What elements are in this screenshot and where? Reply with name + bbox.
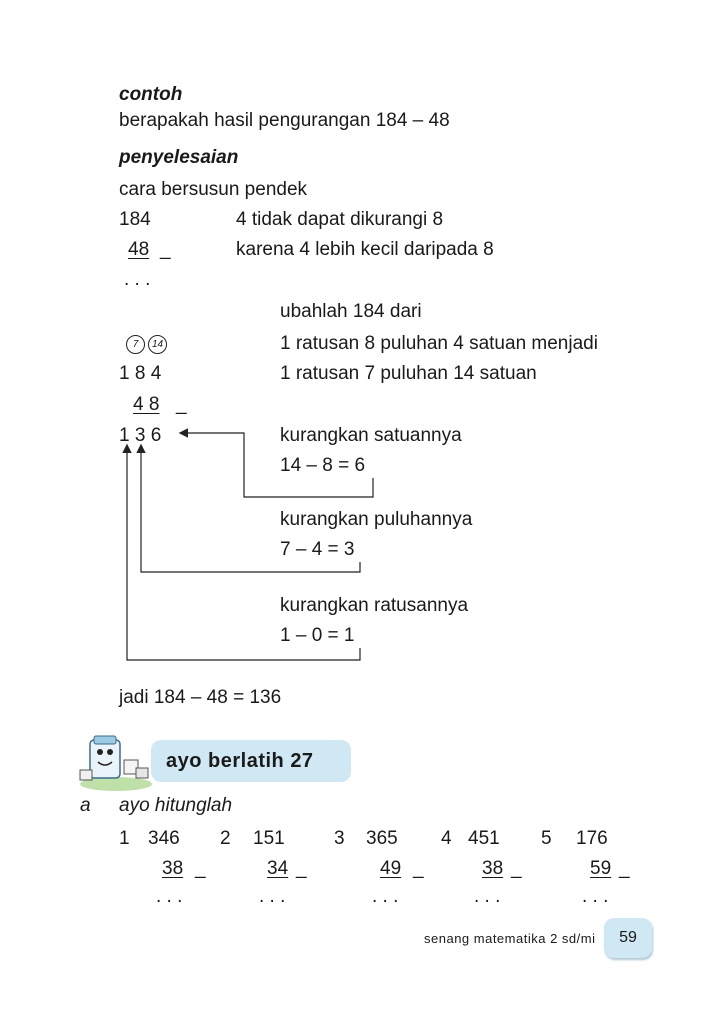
problem-3-bottom: 49 — [380, 858, 402, 879]
problem-4-number: 4 — [441, 828, 452, 849]
problem-4-sign: _ — [511, 858, 522, 879]
exercise-instruction: ayo hitunglah — [119, 795, 233, 816]
working-result: 1 3 6 — [119, 425, 162, 446]
exercise-title-badge — [151, 740, 351, 782]
problem-5-bottom: 59 — [590, 858, 612, 879]
problem-1-top: 346 — [148, 828, 180, 849]
problem-1-number: 1 — [119, 828, 130, 849]
page-number-tag — [604, 918, 652, 958]
line2-minus-sign: _ — [160, 239, 171, 260]
hundreds-title: kurangkan ratusannya — [280, 595, 469, 616]
problem-4-dots: . . . — [474, 886, 501, 907]
problem-2-bottom: 34 — [267, 858, 289, 879]
problem-5-dots: . . . — [582, 886, 609, 907]
line2-note: karena 4 lebih kecil daripada 8 — [236, 239, 494, 260]
example-question: berapakah hasil pengurangan 184 – 48 — [119, 110, 450, 131]
problem-1-sign: _ — [195, 858, 206, 879]
problem-4-top: 451 — [468, 828, 500, 849]
step1-text: ubahlah 184 dari — [280, 301, 422, 322]
method-label: cara bersusun pendek — [119, 179, 308, 200]
section-letter: a — [80, 795, 91, 816]
working-subtrahend: 4 8 — [133, 394, 160, 415]
ones-calc: 14 – 8 = 6 — [280, 455, 366, 476]
hundreds-calc: 1 – 0 = 1 — [280, 625, 355, 646]
problem-3-dots: . . . — [372, 886, 399, 907]
example-heading: contoh — [119, 84, 183, 105]
working-minus-sign: _ — [176, 394, 187, 415]
solution-heading: penyelesaian — [119, 147, 239, 168]
carry-14-circle: 14 — [148, 335, 167, 354]
problem-1-dots: . . . — [156, 886, 183, 907]
problem-5-top: 176 — [576, 828, 608, 849]
problem-3-sign: _ — [413, 858, 424, 879]
page-number: 59 — [619, 929, 637, 946]
carry-7-circle: 7 — [126, 335, 145, 354]
footer-book-title: senang matematika 2 sd/mi — [424, 931, 596, 946]
line2-number: 48 — [128, 239, 150, 260]
tens-calc: 7 – 4 = 3 — [280, 539, 355, 560]
exercise-title: ayo berlatih 27 — [166, 750, 314, 772]
conclusion: jadi 184 – 48 = 136 — [119, 687, 282, 708]
line1-number: 184 — [119, 209, 151, 230]
line1-note: 4 tidak dapat dikurangi 8 — [236, 209, 444, 230]
problem-2-sign: _ — [296, 858, 307, 879]
working-number: 1 8 4 — [119, 363, 162, 384]
problem-5-sign: _ — [619, 858, 630, 879]
ones-arrow — [181, 433, 373, 497]
problem-2-dots: . . . — [259, 886, 286, 907]
step2-text: 1 ratusan 8 puluhan 4 satuan menjadi — [280, 333, 598, 354]
tens-arrow — [141, 446, 360, 572]
problem-2-number: 2 — [220, 828, 231, 849]
ones-title: kurangkan satuannya — [280, 425, 462, 446]
problem-4-bottom: 38 — [482, 858, 504, 879]
step3-text: 1 ratusan 7 puluhan 14 satuan — [280, 363, 537, 384]
mascot-icon — [76, 730, 156, 792]
problem-1-bottom: 38 — [162, 858, 184, 879]
answer-dots: . . . — [124, 269, 151, 290]
problem-3-top: 365 — [366, 828, 398, 849]
problem-2-top: 151 — [253, 828, 285, 849]
problem-3-number: 3 — [334, 828, 345, 849]
tens-title: kurangkan puluhannya — [280, 509, 473, 530]
problem-5-number: 5 — [541, 828, 552, 849]
